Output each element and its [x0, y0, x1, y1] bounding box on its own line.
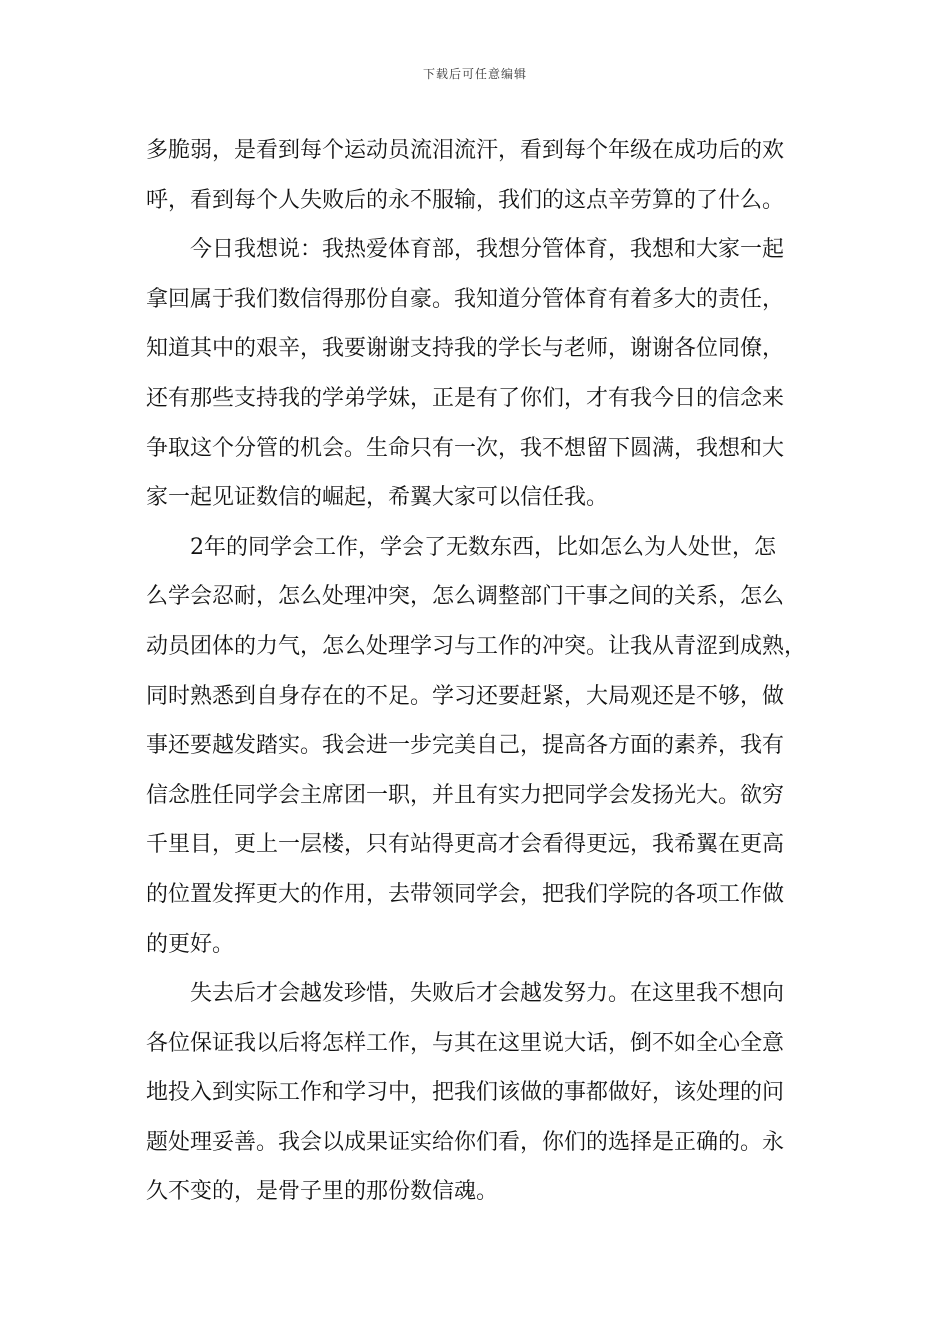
- paragraph-line: 呼，看到每个人失败后的永不服输，我们的这点辛劳算的了什么。: [146, 187, 785, 213]
- page-header: 下载后可任意编辑: [422, 67, 527, 81]
- paragraph-line: 还有那些支持我的学弟学妹，正是有了你们，才有我今日的信念来: [146, 385, 785, 411]
- paragraph-line: 拿回属于我们数信得那份自豪。我知道分管体育有着多大的责任，: [146, 286, 785, 312]
- paragraph-line: 今日我想说：我热爱体育部，我想分管体育，我想和大家一起: [190, 237, 785, 263]
- paragraph-line: 各位保证我以后将怎样工作，与其在这里说大话，倒不如全心全意: [146, 1030, 785, 1056]
- paragraph-line: 么学会忍耐，怎么处理冲突，怎么调整部门干事之间的关系，怎么: [146, 584, 785, 610]
- paragraph-line: 2年的同学会工作，学会了无数东西，比如怎么为人处世，怎: [190, 534, 776, 560]
- paragraph-line: 动员团体的力气，怎么处理学习与工作的冲突。让我从青涩到成熟，: [146, 633, 807, 659]
- paragraph-line: 争取这个分管的机会。生命只有一次，我不想留下圆满，我想和大: [146, 435, 785, 461]
- paragraph-line: 信念胜任同学会主席团一职，并且有实力把同学会发扬光大。欲穷: [146, 782, 785, 808]
- paragraph-line: 失去后才会越发珍惜，失败后才会越发努力。在这里我不想向: [190, 981, 785, 1007]
- paragraph-line: 同时熟悉到自身存在的不足。学习还要赶紧，大局观还是不够，做: [146, 683, 785, 709]
- paragraph-line: 的更好。: [146, 931, 235, 957]
- paragraph-line: 的位置发挥更大的作用，去带领同学会，把我们学院的各项工作做: [146, 881, 785, 907]
- paragraph-line: 地投入到实际工作和学习中，把我们该做的事都做好，该处理的问: [146, 1080, 785, 1106]
- paragraph-line: 久不变的，是骨子里的那份数信魂。: [146, 1179, 499, 1205]
- document-body: [146, 126, 811, 1217]
- paragraph-line: 千里目，更上一层楼，只有站得更高才会看得更远，我希翼在更高: [146, 832, 785, 858]
- paragraph-line: 事还要越发踏实。我会进一步完美自己，提高各方面的素养，我有: [146, 733, 785, 759]
- paragraph-line: 多脆弱，是看到每个运动员流泪流汗，看到每个年级在成功后的欢: [146, 138, 785, 163]
- paragraph-line: 家一起见证数信的崛起，希翼大家可以信任我。: [146, 485, 609, 511]
- paragraph-line: 题处理妥善。我会以成果证实给你们看，你们的选择是正确的。永: [146, 1129, 785, 1155]
- paragraph-line: 知道其中的艰辛，我要谢谢支持我的学长与老师，谢谢各位同僚，: [146, 336, 785, 362]
